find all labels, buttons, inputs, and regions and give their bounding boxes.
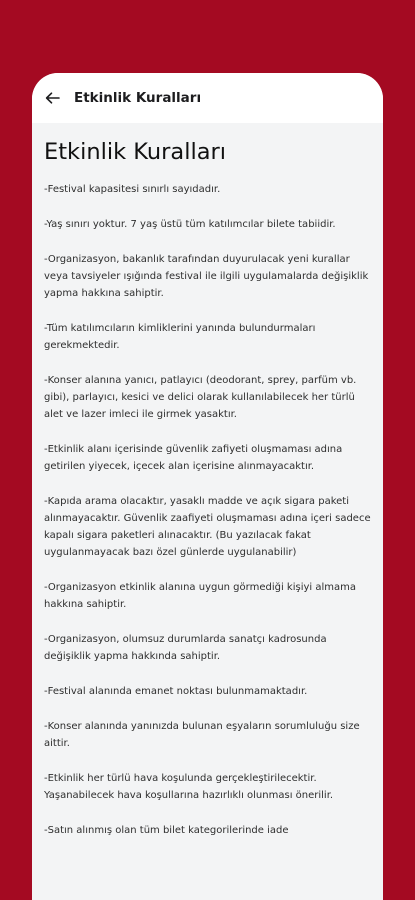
rule-item: -Yaş sınırı yoktur. 7 yaş üstü tüm katılımcılar bilete tabiidir. <box>44 219 336 230</box>
app-bar <box>32 73 383 123</box>
rule-item: -Organizasyon, bakanlık tarafından duyurulacak yeni kurallar veya tavsiyeler ışığında festival ile ilgili uygulamalarda değişiklik yapma hakkına sahiptir. <box>44 254 369 299</box>
rule-item: -Festival kapasitesi sınırlı sayıdadır. <box>44 184 221 195</box>
rule-item: -Festival alanında emanet noktası bulunmamaktadır. <box>44 686 308 697</box>
arrow-left-icon <box>45 92 60 104</box>
rule-item: -Organizasyon, olumsuz durumlarda sanatçı kadrosunda değişiklik yapma hakkında sahiptir. <box>44 634 327 662</box>
app-window <box>32 73 383 900</box>
page-title: Etkinlik Kuralları <box>44 139 226 165</box>
rule-item: -Etkinlik alanı içerisinde güvenlik zafiyeti oluşmaması adına getirilen yiyecek, içecek alan içerisine alınmayacaktır. <box>44 444 343 472</box>
rule-item: -Konser alanında yanınızda bulunan eşyaların sorumluluğu size aittir. <box>44 721 360 749</box>
rule-item: -Tüm katılımcıların kimliklerini yanında bulundurmaları gerekmektedir. <box>44 323 316 351</box>
rule-item: -Etkinlik her türlü hava koşulunda gerçekleştirilecektir. Yaşanabilecek hava koşullarına hazırlıklı olunması önerilir. <box>44 773 334 801</box>
app-bar-title: Etkinlik Kuralları <box>74 90 202 106</box>
rule-item: -Satın alınmış olan tüm bilet kategorilerinde iade <box>44 825 289 836</box>
rules-content[interactable] <box>32 123 383 900</box>
rules-list <box>44 181 373 839</box>
rule-item: -Organizasyon etkinlik alanına uygun görmediği kişiyi almama hakkına sahiptir. <box>44 582 356 610</box>
rule-item: -Kapıda arama olacaktır, yasaklı madde ve açık sigara paketi alınmayacaktır. Güvenlik zaafiyeti oluşmaması adına içeri sadece kapalı sigara paketleri alınacaktır. (Bu yazılacak fakat uygulanmayacak bazı özel günlerde uygulanabilir) <box>44 496 371 558</box>
rule-item: -Konser alanına yanıcı, patlayıcı (deodorant, sprey, parfüm vb. gibi), parlayıcı, kesici ve delici olarak kullanılabilecek her türlü alet ve lazer imleci ile girmek yasaktır. <box>44 375 357 420</box>
back-button[interactable] <box>43 89 61 107</box>
